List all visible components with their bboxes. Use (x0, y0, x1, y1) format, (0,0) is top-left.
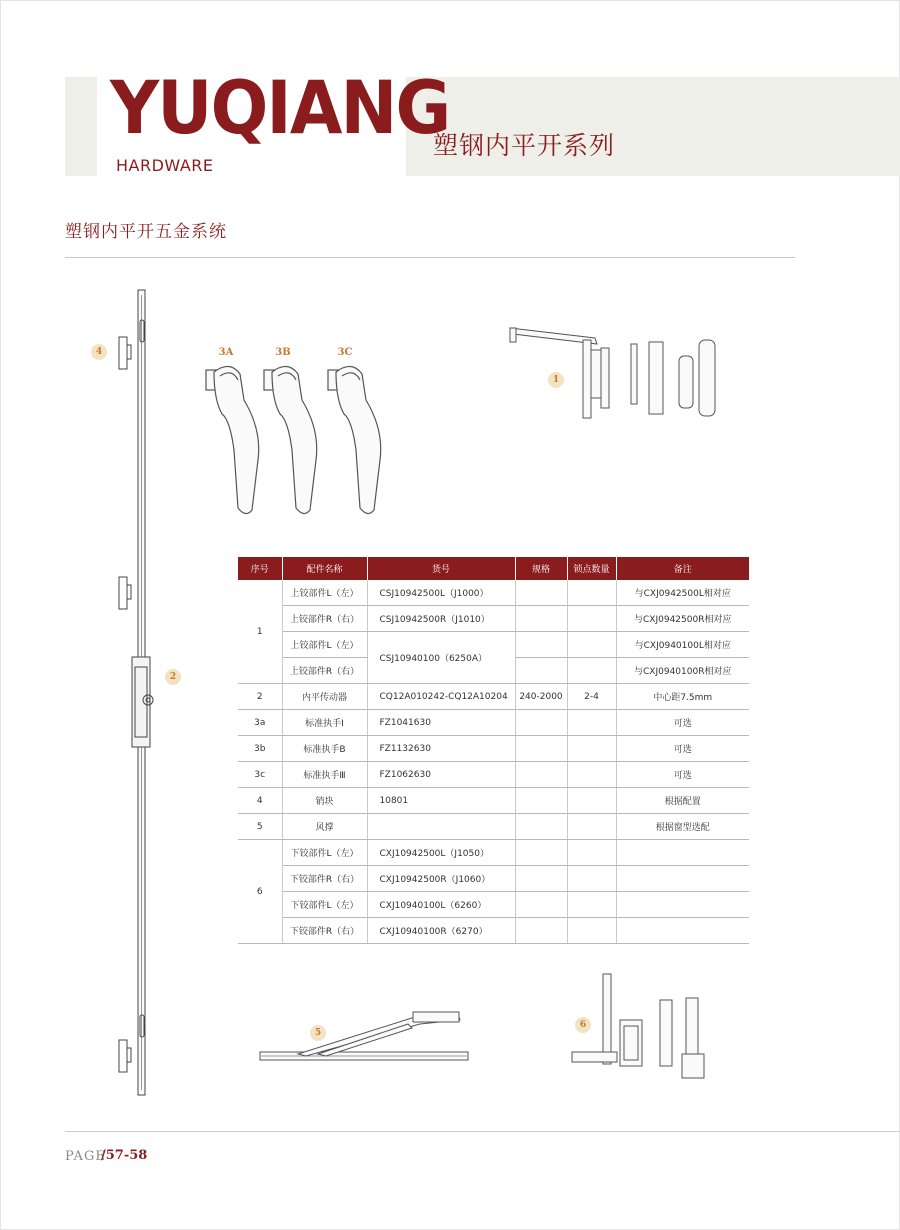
table-row (238, 892, 749, 918)
section-divider (65, 257, 795, 258)
section-title: 塑钢内平开五金系统 (65, 222, 227, 242)
cell-note (616, 918, 749, 944)
callout-3a: 3A (218, 347, 234, 358)
cell-note: 根据配置 (616, 788, 749, 814)
footer-divider (65, 1131, 900, 1132)
cell-name: 风撑 (282, 814, 367, 840)
cell-spec (515, 580, 567, 606)
callout-6: 6 (575, 1017, 591, 1033)
cell-spec: 240-2000 (515, 684, 567, 710)
cell-no: 6 (238, 840, 282, 944)
header-band-left (65, 77, 97, 176)
cell-code (367, 814, 515, 840)
cell-code: CXJ10942500L（J1050） (367, 840, 515, 866)
cell-points (567, 736, 616, 762)
cell-code: CXJ10940100L（6260） (367, 892, 515, 918)
header-note: 备注 (616, 557, 749, 580)
cell-name: 上铰部件R（右） (282, 606, 367, 632)
friction-stay-drawing (258, 1010, 473, 1065)
cell-spec (515, 606, 567, 632)
cell-no: 3a (238, 710, 282, 736)
cell-note: 可选 (616, 736, 749, 762)
page-label: PAGE (65, 1149, 106, 1164)
cell-spec (515, 788, 567, 814)
cell-points (567, 762, 616, 788)
cell-spec (515, 814, 567, 840)
cell-code: CXJ10942500R（J1060） (367, 866, 515, 892)
cell-note: 与CXJ0940100R相对应 (616, 658, 749, 684)
cell-note (616, 892, 749, 918)
brand-subtitle: HARDWARE (116, 156, 214, 175)
cell-no: 3b (238, 736, 282, 762)
cell-name: 下铰部件R（右） (282, 866, 367, 892)
header-no: 序号 (238, 557, 282, 580)
cell-code: FZ1041630 (367, 710, 515, 736)
cell-code: CSJ10942500R（J1010） (367, 606, 515, 632)
table-row (238, 710, 749, 736)
cell-name: 下铰部件R（右） (282, 918, 367, 944)
cell-code: FZ1132630 (367, 736, 515, 762)
table-row (238, 580, 749, 606)
cell-points (567, 788, 616, 814)
cell-code: CSJ10940100（6250A） (367, 632, 515, 684)
brand-logo: YUQIANG (110, 66, 450, 151)
cell-name: 上铰部件R（右） (282, 658, 367, 684)
transmission-bar-drawing (110, 285, 170, 1105)
table-row (238, 632, 749, 658)
table-row (238, 866, 749, 892)
upper-hinge-drawing (505, 320, 720, 425)
cell-points (567, 892, 616, 918)
cell-note: 根据窗型选配 (616, 814, 749, 840)
cell-name: 上铰部件L（左） (282, 580, 367, 606)
cell-spec (515, 892, 567, 918)
cell-note: 与CXJ0942500L相对应 (616, 580, 749, 606)
header-spec: 规格 (515, 557, 567, 580)
cell-name: 上铰部件L（左） (282, 632, 367, 658)
table-row (238, 684, 749, 710)
cell-spec (515, 632, 567, 658)
cell-spec (515, 918, 567, 944)
cell-name: 内平传动器 (282, 684, 367, 710)
cell-spec (515, 866, 567, 892)
cell-name: 下铰部件L（左） (282, 892, 367, 918)
cell-no: 2 (238, 684, 282, 710)
series-title: 塑钢内平开系列 (433, 131, 616, 160)
cell-points (567, 710, 616, 736)
cell-name: 标准执手Ⅲ (282, 762, 367, 788)
cell-name: 标准执手Ⅰ (282, 710, 367, 736)
cell-points (567, 632, 616, 658)
page-number: /57-58 (101, 1148, 148, 1163)
table-row (238, 762, 749, 788)
cell-note: 与CXJ0940100L相对应 (616, 632, 749, 658)
cell-points (567, 866, 616, 892)
table-row (238, 918, 749, 944)
cell-spec (515, 736, 567, 762)
cell-name: 销块 (282, 788, 367, 814)
cell-note: 可选 (616, 710, 749, 736)
cell-spec (515, 658, 567, 684)
cell-code: 10801 (367, 788, 515, 814)
cell-code: FZ1062630 (367, 762, 515, 788)
callout-1: 1 (548, 372, 564, 388)
cell-no: 1 (238, 580, 282, 684)
cell-points (567, 814, 616, 840)
callout-5: 5 (310, 1025, 326, 1041)
callout-4: 4 (91, 344, 107, 360)
cell-name: 标准执手B (282, 736, 367, 762)
callout-3c: 3C (337, 347, 353, 358)
cell-code: CQ12A010242-CQ12A10204 (367, 684, 515, 710)
cell-spec (515, 710, 567, 736)
callout-2: 2 (165, 669, 181, 685)
cell-points: 2-4 (567, 684, 616, 710)
cell-note: 中心距7.5mm (616, 684, 749, 710)
cell-note (616, 840, 749, 866)
cell-note: 可选 (616, 762, 749, 788)
handles-drawing (200, 360, 400, 520)
table-row (238, 840, 749, 866)
cell-code: CXJ10940100R（6270） (367, 918, 515, 944)
table-header-row (238, 557, 749, 580)
cell-points (567, 840, 616, 866)
cell-code: CSJ10942500L（J1000） (367, 580, 515, 606)
header-code: 货号 (367, 557, 515, 580)
cell-no: 4 (238, 788, 282, 814)
lower-hinge-drawing (570, 970, 720, 1080)
cell-spec (515, 762, 567, 788)
cell-points (567, 606, 616, 632)
cell-points (567, 580, 616, 606)
cell-name: 下铰部件L（左） (282, 840, 367, 866)
table-row (238, 736, 749, 762)
cell-spec (515, 840, 567, 866)
cell-points (567, 658, 616, 684)
table-row (238, 788, 749, 814)
callout-3b: 3B (275, 347, 291, 358)
cell-points (567, 918, 616, 944)
cell-note: 与CXJ0942500R相对应 (616, 606, 749, 632)
header-name: 配件名称 (282, 557, 367, 580)
cell-note (616, 866, 749, 892)
cell-no: 3c (238, 762, 282, 788)
cell-no: 5 (238, 814, 282, 840)
table-row (238, 606, 749, 632)
spec-table (238, 557, 749, 944)
header-points: 锁点数量 (567, 557, 616, 580)
table-row (238, 814, 749, 840)
